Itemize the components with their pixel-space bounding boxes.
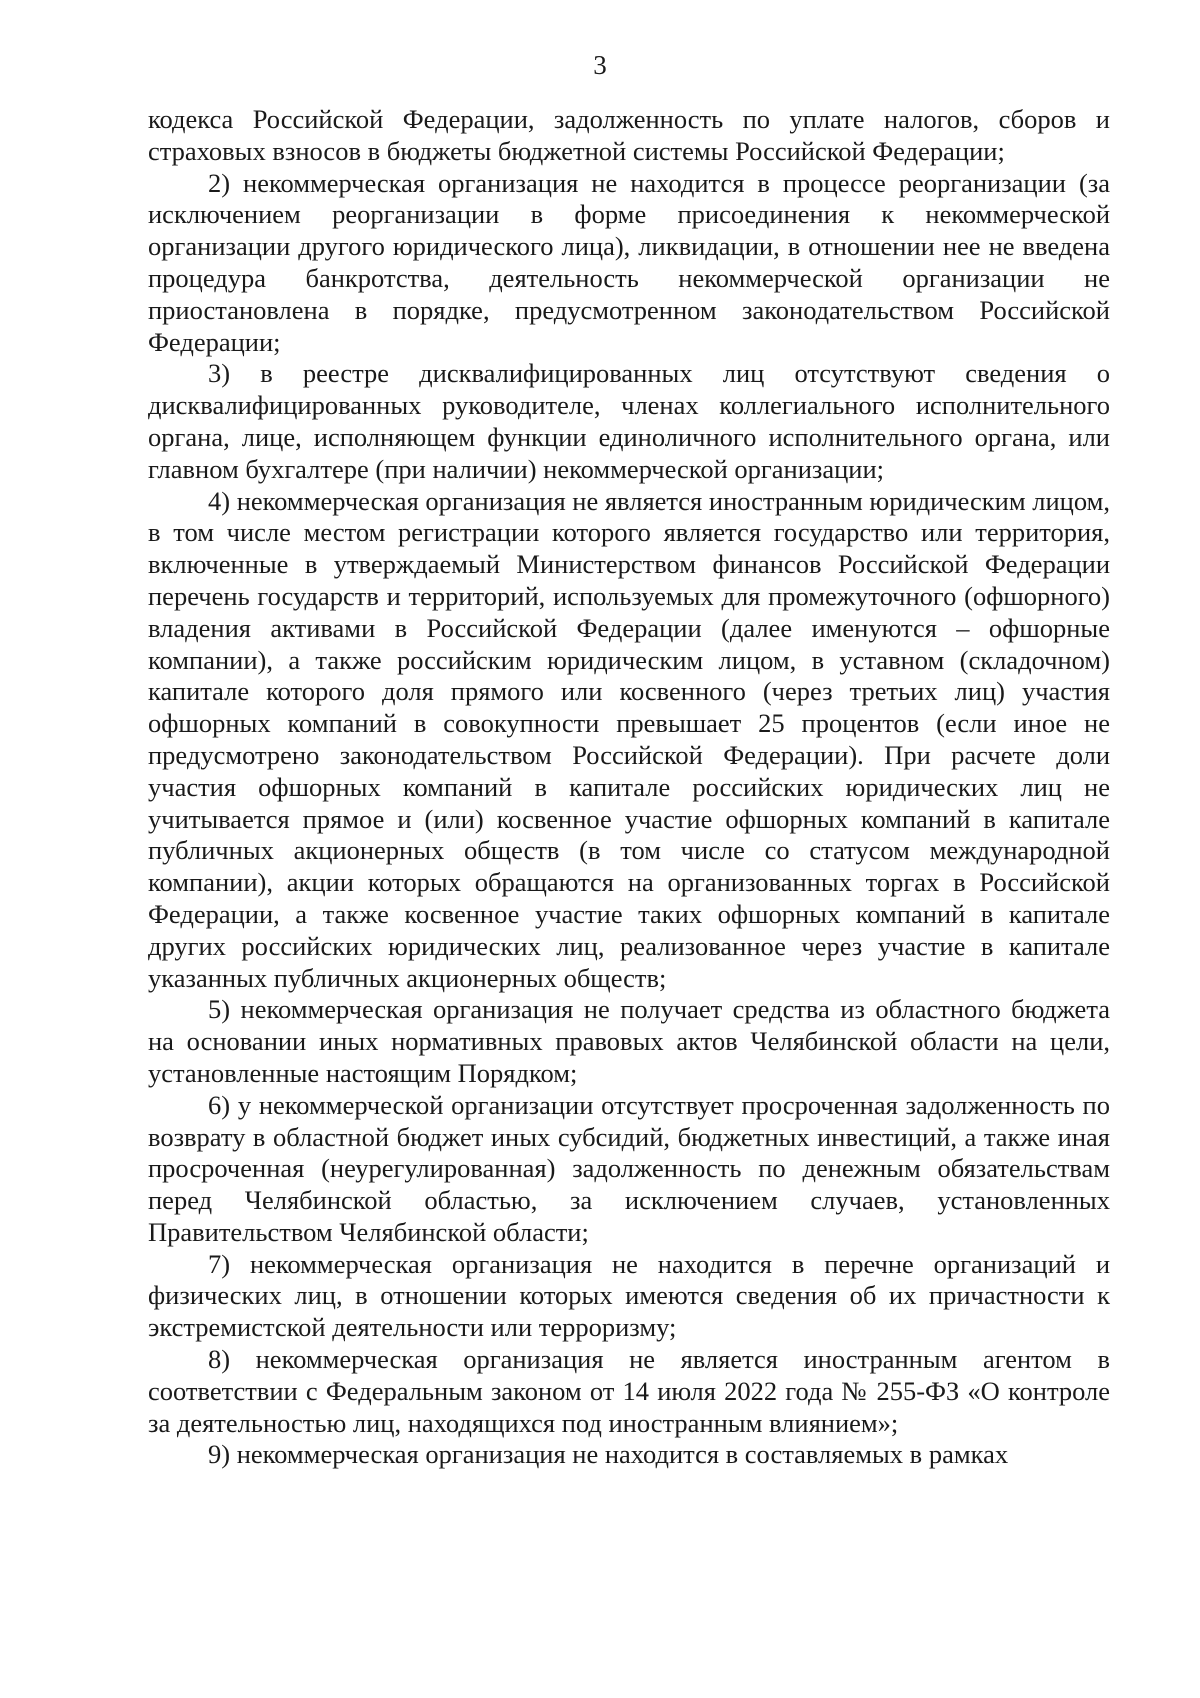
paragraph-item-3: 3) в реестре дисквалифицированных лиц отсутствуют сведения о дисквалифицированных руководителе, членах коллегиального исполнительного органа, лице, исполняющем функции единоличного исполнительного органа, или главном бухгалтере (при наличии) некоммерческой организации;	[148, 358, 1110, 484]
paragraph-item-6: 6) у некоммерческой организации отсутствует просроченная задолженность по возврату в областной бюджет иных субсидий, бюджетных инвестиций, а также иная просроченная (неурегулированная) задолженность по денежным обязательствам перед Челябинской областью, за исключением случаев, установленных Правительством Челябинской области;	[148, 1089, 1110, 1247]
paragraph-item-8: 8) некоммерческая организация не является иностранным агентом в соответствии с Федеральным законом от 14 июля 2022 года № 255-ФЗ «О контроле за деятельностью лиц, находящихся под иностранным влиянием»;	[148, 1344, 1110, 1438]
paragraph-item-5: 5) некоммерческая организация не получает средства из областного бюджета на основании иных нормативных правовых актов Челябинской области на цели, установленные настоящим Порядком;	[148, 994, 1110, 1088]
paragraph-item-9: 9) некоммерческая организация не находится в составляемых в рамках	[208, 1439, 1009, 1470]
paragraph-item-4: 4) некоммерческая организация не является иностранным юридическим лицом, в том числе местом регистрации которого является государство или территория, включенные в утверждаемый Министерством финансов Российской Федерации перечень государств и территорий, используемых для промежуточного (офшорного) владения активами в Российской Федерации (далее именуются – офшорные компании), а также российским юридическим лицом, в уставном (складочном) капитале которого доля прямого или косвенного (через третьих лиц) участия офшорных компаний в совокупности превышает 25 процентов (если иное не предусмотрено законодательством Российской Федерации). При расчете доли участия офшорных компаний в капитале российских юридических лиц не учитывается прямое и (или) косвенное участие офшорных компаний в капитале публичных акционерных обществ (в том числе со статусом международной компании), акции которых обращаются на организованных торгах в Российской Федерации, а также косвенное участие таких офшорных компаний в капитале других российских юридических лиц, реализованное через участие в капитале указанных публичных акционерных обществ;	[148, 485, 1110, 993]
paragraph-item-7: 7) некоммерческая организация не находится в перечне организаций и физических лиц, в отношении которых имеются сведения об их причастности к экстремистской деятельности или терроризму;	[148, 1248, 1110, 1343]
page-number: 3	[593, 50, 607, 80]
paragraph-item-2: 2) некоммерческая организация не находится в процессе реорганизации (за исключением реорганизации в форме присоединения к некоммерческой организации другого юридического лица), ликвидации, в отношении нее не введена процедура банкротства, деятельность некоммерческой организации не приостановлена в порядке, предусмотренном законодательством Российской Федерации;	[148, 167, 1110, 357]
document-body	[148, 104, 1110, 1471]
paragraph-continuation: кодекса Российской Федерации, задолженность по уплате налогов, сборов и страховых взносов в бюджеты бюджетной системы Российской Федерации;	[148, 104, 1110, 166]
